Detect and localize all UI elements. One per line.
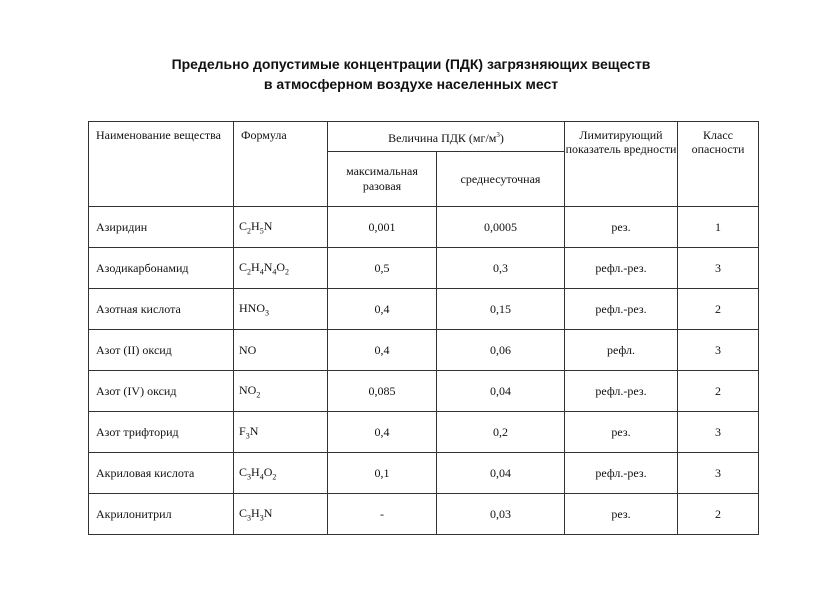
substance-formula: $C_3H_3N$ <box>234 494 328 535</box>
limit-indicator: рез. <box>565 412 678 453</box>
substance-name: Азот трифторид <box>89 412 234 453</box>
pdk-avg-value: 0,3 <box>437 248 565 289</box>
substance-formula: $F_3N$ <box>234 412 328 453</box>
hazard-class: 2 <box>678 494 759 535</box>
pdk-max-value: 0,4 <box>328 330 437 371</box>
pdk-max-value: 0,5 <box>328 248 437 289</box>
pdk-avg-value: 0,2 <box>437 412 565 453</box>
pdk-max-value: 0,4 <box>328 289 437 330</box>
hazard-class: 1 <box>678 207 759 248</box>
table-row <box>89 207 759 248</box>
substance-formula: $C_3H_4O_2$ <box>234 453 328 494</box>
substance-name: Азиридин <box>89 207 234 248</box>
table-row <box>89 248 759 289</box>
header-max: максимальная разовая <box>328 152 437 207</box>
table-body <box>89 207 759 535</box>
table-row <box>89 371 759 412</box>
table-row <box>89 494 759 535</box>
substance-formula: $C_2H_4N_4O_2$ <box>234 248 328 289</box>
hazard-class: 2 <box>678 289 759 330</box>
pdk-avg-value: 0,04 <box>437 453 565 494</box>
limit-indicator: рез. <box>565 494 678 535</box>
header-pdk-text: Величина ПДК (мг/м <box>388 130 497 145</box>
header-pdk <box>328 122 565 152</box>
pdk-max-value: 0,4 <box>328 412 437 453</box>
substance-name: Азодикарбонамид <box>89 248 234 289</box>
title-line-2: в атмосферном воздухе населенных мест <box>263 76 559 92</box>
substance-name: Азот (II) оксид <box>89 330 234 371</box>
limit-indicator: рефл.-рез. <box>565 371 678 412</box>
hazard-class: 3 <box>678 412 759 453</box>
header-name: Наименование вещества <box>89 122 234 207</box>
pdk-max-value: 0,1 <box>328 453 437 494</box>
limit-indicator: рез. <box>565 207 678 248</box>
substance-name: Азот (IV) оксид <box>89 371 234 412</box>
pdk-max-value: - <box>328 494 437 535</box>
pdk-max-value: 0,001 <box>328 207 437 248</box>
pdk-table <box>88 121 759 535</box>
hazard-class: 3 <box>678 248 759 289</box>
table-row <box>89 289 759 330</box>
header-formula: Формула <box>234 122 328 207</box>
substance-name: Акрилонитрил <box>89 494 234 535</box>
header-pdk-close: ) <box>499 130 504 145</box>
substance-formula: $HNO_3$ <box>234 289 328 330</box>
header-class: Класс опасности <box>678 122 759 207</box>
limit-indicator: рефл.-рез. <box>565 248 678 289</box>
header-limit: Лимитирующий показатель вредности <box>565 122 678 207</box>
hazard-class: 3 <box>678 330 759 371</box>
substance-formula: $NO_2$ <box>234 371 328 412</box>
document-title <box>0 54 822 94</box>
table-row <box>89 412 759 453</box>
limit-indicator: рефл.-рез. <box>565 289 678 330</box>
hazard-class: 2 <box>678 371 759 412</box>
pdk-avg-value: 0,06 <box>437 330 565 371</box>
substance-name: Акриловая кислота <box>89 453 234 494</box>
limit-indicator: рефл. <box>565 330 678 371</box>
pdk-avg-value: 0,15 <box>437 289 565 330</box>
substance-formula: $C_2H_5N$ <box>234 207 328 248</box>
substance-formula: NO <box>234 330 328 371</box>
title-line-1: Предельно допустимые концентрации (ПДК) загрязняющих веществ <box>171 56 651 72</box>
limit-indicator: рефл.-рез. <box>565 453 678 494</box>
table-row <box>89 453 759 494</box>
pdk-avg-value: 0,0005 <box>437 207 565 248</box>
hazard-class: 3 <box>678 453 759 494</box>
header-avg: среднесуточная <box>437 152 565 207</box>
pdk-max-value: 0,085 <box>328 371 437 412</box>
pdk-avg-value: 0,03 <box>437 494 565 535</box>
header-pdk-sup: 3 <box>496 130 500 139</box>
table-row <box>89 330 759 371</box>
substance-name: Азотная кислота <box>89 289 234 330</box>
pdk-avg-value: 0,04 <box>437 371 565 412</box>
